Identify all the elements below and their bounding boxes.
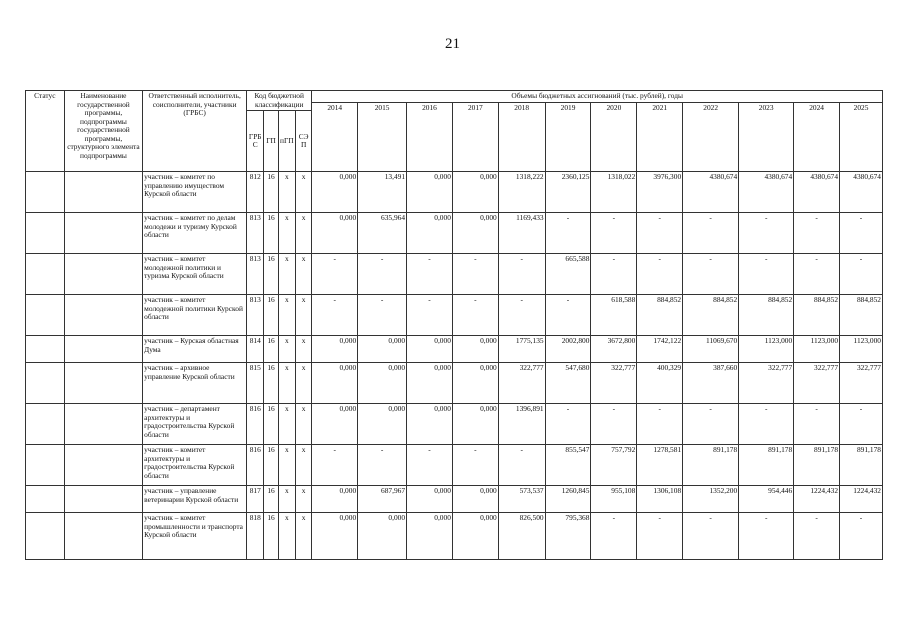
- program-name-cell: [64, 254, 142, 295]
- value-cell: 547,680: [545, 363, 591, 404]
- value-cell: 955,108: [591, 486, 637, 513]
- value-cell: 0,000: [407, 404, 453, 445]
- value-cell: 1396,891: [498, 404, 545, 445]
- grbs-cell: 813: [247, 213, 264, 254]
- value-cell: 618,588: [591, 295, 637, 336]
- value-cell: 0,000: [407, 336, 453, 363]
- value-cell: 1775,135: [498, 336, 545, 363]
- header-year: 2017: [452, 102, 498, 172]
- value-cell: -: [498, 254, 545, 295]
- value-cell: -: [739, 254, 794, 295]
- participant-cell: участник – Курская областная Дума: [143, 336, 247, 363]
- program-name-cell: [64, 445, 142, 486]
- value-cell: -: [452, 295, 498, 336]
- value-cell: -: [358, 445, 407, 486]
- value-cell: 0,000: [312, 404, 358, 445]
- table-row: [26, 336, 883, 363]
- pgp-cell: х: [278, 486, 295, 513]
- grbs-cell: 812: [247, 172, 264, 213]
- header-volumes: Объемы бюджетных ассигнований (тыс. рублей), годы: [312, 91, 883, 103]
- value-cell: 3672,800: [591, 336, 637, 363]
- value-cell: 884,852: [637, 295, 683, 336]
- gp-cell: 16: [264, 513, 278, 560]
- value-cell: 400,329: [637, 363, 683, 404]
- value-cell: 0,000: [407, 363, 453, 404]
- participant-cell: участник – комитет по делам молодежи и туризму Курской области: [143, 213, 247, 254]
- sep-cell: х: [295, 363, 311, 404]
- pgp-cell: х: [278, 254, 295, 295]
- value-cell: 322,777: [840, 363, 883, 404]
- value-cell: -: [312, 254, 358, 295]
- value-cell: -: [407, 445, 453, 486]
- value-cell: -: [312, 295, 358, 336]
- value-cell: 0,000: [407, 213, 453, 254]
- table-row: [26, 295, 883, 336]
- value-cell: 1306,108: [637, 486, 683, 513]
- value-cell: 0,000: [312, 336, 358, 363]
- participant-cell: участник – комитет молодежной политики Курской области: [143, 295, 247, 336]
- value-cell: 1742,122: [637, 336, 683, 363]
- table-row: [26, 254, 883, 295]
- value-cell: -: [794, 404, 840, 445]
- header-year: 2019: [545, 102, 591, 172]
- pgp-cell: х: [278, 445, 295, 486]
- value-cell: -: [637, 213, 683, 254]
- header-code-col: СЭП: [295, 111, 311, 172]
- page-number: 21: [445, 36, 460, 52]
- status-cell: [26, 254, 65, 295]
- value-cell: -: [591, 513, 637, 560]
- value-cell: -: [637, 254, 683, 295]
- value-cell: -: [637, 404, 683, 445]
- value-cell: 0,000: [358, 513, 407, 560]
- program-name-cell: [64, 172, 142, 213]
- value-cell: 0,000: [358, 404, 407, 445]
- value-cell: -: [498, 445, 545, 486]
- value-cell: 1352,200: [683, 486, 739, 513]
- pgp-cell: х: [278, 513, 295, 560]
- value-cell: -: [312, 445, 358, 486]
- value-cell: -: [545, 213, 591, 254]
- value-cell: -: [739, 513, 794, 560]
- value-cell: -: [794, 513, 840, 560]
- gp-cell: 16: [264, 336, 278, 363]
- value-cell: 884,852: [794, 295, 840, 336]
- value-cell: -: [452, 445, 498, 486]
- value-cell: 757,792: [591, 445, 637, 486]
- value-cell: -: [739, 213, 794, 254]
- gp-cell: 16: [264, 363, 278, 404]
- value-cell: 573,537: [498, 486, 545, 513]
- table-row: [26, 404, 883, 445]
- value-cell: 4380,674: [794, 172, 840, 213]
- value-cell: 795,368: [545, 513, 591, 560]
- sep-cell: х: [295, 172, 311, 213]
- value-cell: 0,000: [407, 513, 453, 560]
- status-cell: [26, 172, 65, 213]
- value-cell: 0,000: [452, 363, 498, 404]
- value-cell: 3976,300: [637, 172, 683, 213]
- value-cell: 884,852: [840, 295, 883, 336]
- pgp-cell: х: [278, 295, 295, 336]
- value-cell: 387,660: [683, 363, 739, 404]
- value-cell: 2002,800: [545, 336, 591, 363]
- value-cell: 1318,222: [498, 172, 545, 213]
- value-cell: 635,964: [358, 213, 407, 254]
- gp-cell: 16: [264, 486, 278, 513]
- status-cell: [26, 213, 65, 254]
- table-row: [26, 513, 883, 560]
- value-cell: 322,777: [498, 363, 545, 404]
- value-cell: 1224,432: [840, 486, 883, 513]
- value-cell: 4380,674: [739, 172, 794, 213]
- value-cell: -: [498, 295, 545, 336]
- value-cell: 11069,670: [683, 336, 739, 363]
- participant-cell: участник – архивное управление Курской области: [143, 363, 247, 404]
- value-cell: 0,000: [452, 336, 498, 363]
- value-cell: -: [407, 295, 453, 336]
- value-cell: 4380,674: [683, 172, 739, 213]
- header-year: 2018: [498, 102, 545, 172]
- sep-cell: х: [295, 404, 311, 445]
- value-cell: 1224,432: [794, 486, 840, 513]
- participant-cell: участник – управление ветеринарии Курской области: [143, 486, 247, 513]
- value-cell: 0,000: [312, 363, 358, 404]
- participant-cell: участник – комитет по управлению имуществом Курской области: [143, 172, 247, 213]
- value-cell: 1123,000: [739, 336, 794, 363]
- program-name-cell: [64, 404, 142, 445]
- program-name-cell: [64, 513, 142, 560]
- value-cell: 0,000: [312, 486, 358, 513]
- gp-cell: 16: [264, 172, 278, 213]
- grbs-cell: 814: [247, 336, 264, 363]
- gp-cell: 16: [264, 445, 278, 486]
- program-name-cell: [64, 213, 142, 254]
- sep-cell: х: [295, 254, 311, 295]
- status-cell: [26, 445, 65, 486]
- value-cell: 322,777: [739, 363, 794, 404]
- grbs-cell: 817: [247, 486, 264, 513]
- program-name-cell: [64, 486, 142, 513]
- participant-cell: участник – комитет промышленности и транспорта Курской области: [143, 513, 247, 560]
- value-cell: 855,547: [545, 445, 591, 486]
- status-cell: [26, 295, 65, 336]
- value-cell: -: [840, 254, 883, 295]
- header-year: 2016: [407, 102, 453, 172]
- status-cell: [26, 363, 65, 404]
- value-cell: 0,000: [358, 363, 407, 404]
- value-cell: -: [591, 213, 637, 254]
- sep-cell: х: [295, 213, 311, 254]
- participant-cell: участник – комитет архитектуры и градостроительства Курской области: [143, 445, 247, 486]
- header-code-col: ГП: [264, 111, 278, 172]
- table-row: [26, 172, 883, 213]
- value-cell: 891,178: [683, 445, 739, 486]
- program-name-cell: [64, 363, 142, 404]
- header-year: 2021: [637, 102, 683, 172]
- value-cell: -: [840, 513, 883, 560]
- value-cell: 0,000: [312, 513, 358, 560]
- grbs-cell: 816: [247, 404, 264, 445]
- header-status: Статус: [26, 91, 65, 172]
- header-budget-code: Код бюджетной классификации: [247, 91, 312, 111]
- value-cell: -: [683, 213, 739, 254]
- table-row: [26, 486, 883, 513]
- value-cell: 1123,000: [794, 336, 840, 363]
- value-cell: -: [452, 254, 498, 295]
- value-cell: 1318,022: [591, 172, 637, 213]
- value-cell: -: [407, 254, 453, 295]
- value-cell: -: [840, 213, 883, 254]
- value-cell: 891,178: [794, 445, 840, 486]
- grbs-cell: 813: [247, 254, 264, 295]
- participant-cell: участник – департамент архитектуры и градостроительства Курской области: [143, 404, 247, 445]
- pgp-cell: х: [278, 404, 295, 445]
- header-year: 2022: [683, 102, 739, 172]
- value-cell: 884,852: [683, 295, 739, 336]
- value-cell: 665,588: [545, 254, 591, 295]
- value-cell: 891,178: [739, 445, 794, 486]
- value-cell: -: [683, 404, 739, 445]
- grbs-cell: 816: [247, 445, 264, 486]
- header-year: 2015: [358, 102, 407, 172]
- gp-cell: 16: [264, 254, 278, 295]
- status-cell: [26, 404, 65, 445]
- header-year: 2025: [840, 102, 883, 172]
- sep-cell: х: [295, 513, 311, 560]
- status-cell: [26, 336, 65, 363]
- value-cell: -: [840, 404, 883, 445]
- grbs-cell: 815: [247, 363, 264, 404]
- value-cell: 1123,000: [840, 336, 883, 363]
- sep-cell: х: [295, 295, 311, 336]
- value-cell: 884,852: [739, 295, 794, 336]
- status-cell: [26, 486, 65, 513]
- gp-cell: 16: [264, 404, 278, 445]
- value-cell: 0,000: [407, 486, 453, 513]
- gp-cell: 16: [264, 213, 278, 254]
- value-cell: 891,178: [840, 445, 883, 486]
- header-program-name: Наименование государственной программы, подпрограммы государственной программы, структурного элемента подпрограммы: [64, 91, 142, 172]
- header-responsible: Ответственный исполнитель, соисполнители, участники (ГРБС): [143, 91, 247, 172]
- value-cell: -: [591, 404, 637, 445]
- pgp-cell: х: [278, 172, 295, 213]
- program-name-cell: [64, 295, 142, 336]
- status-cell: [26, 513, 65, 560]
- value-cell: 0,000: [312, 213, 358, 254]
- value-cell: 0,000: [312, 172, 358, 213]
- value-cell: -: [683, 513, 739, 560]
- value-cell: 322,777: [794, 363, 840, 404]
- value-cell: 0,000: [358, 336, 407, 363]
- value-cell: 1278,581: [637, 445, 683, 486]
- table-row: [26, 445, 883, 486]
- value-cell: 687,967: [358, 486, 407, 513]
- value-cell: 4380,674: [840, 172, 883, 213]
- sep-cell: х: [295, 445, 311, 486]
- value-cell: -: [545, 404, 591, 445]
- pgp-cell: х: [278, 336, 295, 363]
- grbs-cell: 818: [247, 513, 264, 560]
- gp-cell: 16: [264, 295, 278, 336]
- header-code-col: ГРБС: [247, 111, 264, 172]
- value-cell: 2360,125: [545, 172, 591, 213]
- value-cell: 1169,433: [498, 213, 545, 254]
- budget-table: [25, 90, 883, 560]
- header-year: 2023: [739, 102, 794, 172]
- pgp-cell: х: [278, 363, 295, 404]
- pgp-cell: х: [278, 213, 295, 254]
- value-cell: 0,000: [452, 172, 498, 213]
- value-cell: -: [739, 404, 794, 445]
- value-cell: 0,000: [407, 172, 453, 213]
- value-cell: -: [794, 213, 840, 254]
- value-cell: 954,446: [739, 486, 794, 513]
- value-cell: 322,777: [591, 363, 637, 404]
- value-cell: 1260,845: [545, 486, 591, 513]
- value-cell: 0,000: [452, 486, 498, 513]
- header-code-col: пГП: [278, 111, 295, 172]
- header-year: 2014: [312, 102, 358, 172]
- value-cell: -: [358, 295, 407, 336]
- header-year: 2020: [591, 102, 637, 172]
- participant-cell: участник – комитет молодежной политики и туризма Курской области: [143, 254, 247, 295]
- value-cell: 0,000: [452, 513, 498, 560]
- value-cell: -: [637, 513, 683, 560]
- value-cell: 0,000: [452, 213, 498, 254]
- table-row: [26, 363, 883, 404]
- value-cell: -: [545, 295, 591, 336]
- sep-cell: х: [295, 336, 311, 363]
- value-cell: 0,000: [452, 404, 498, 445]
- program-name-cell: [64, 336, 142, 363]
- value-cell: 13,491: [358, 172, 407, 213]
- sep-cell: х: [295, 486, 311, 513]
- value-cell: -: [591, 254, 637, 295]
- value-cell: 826,500: [498, 513, 545, 560]
- value-cell: -: [683, 254, 739, 295]
- value-cell: -: [358, 254, 407, 295]
- grbs-cell: 813: [247, 295, 264, 336]
- header-year: 2024: [794, 102, 840, 172]
- value-cell: -: [794, 254, 840, 295]
- table-row: [26, 213, 883, 254]
